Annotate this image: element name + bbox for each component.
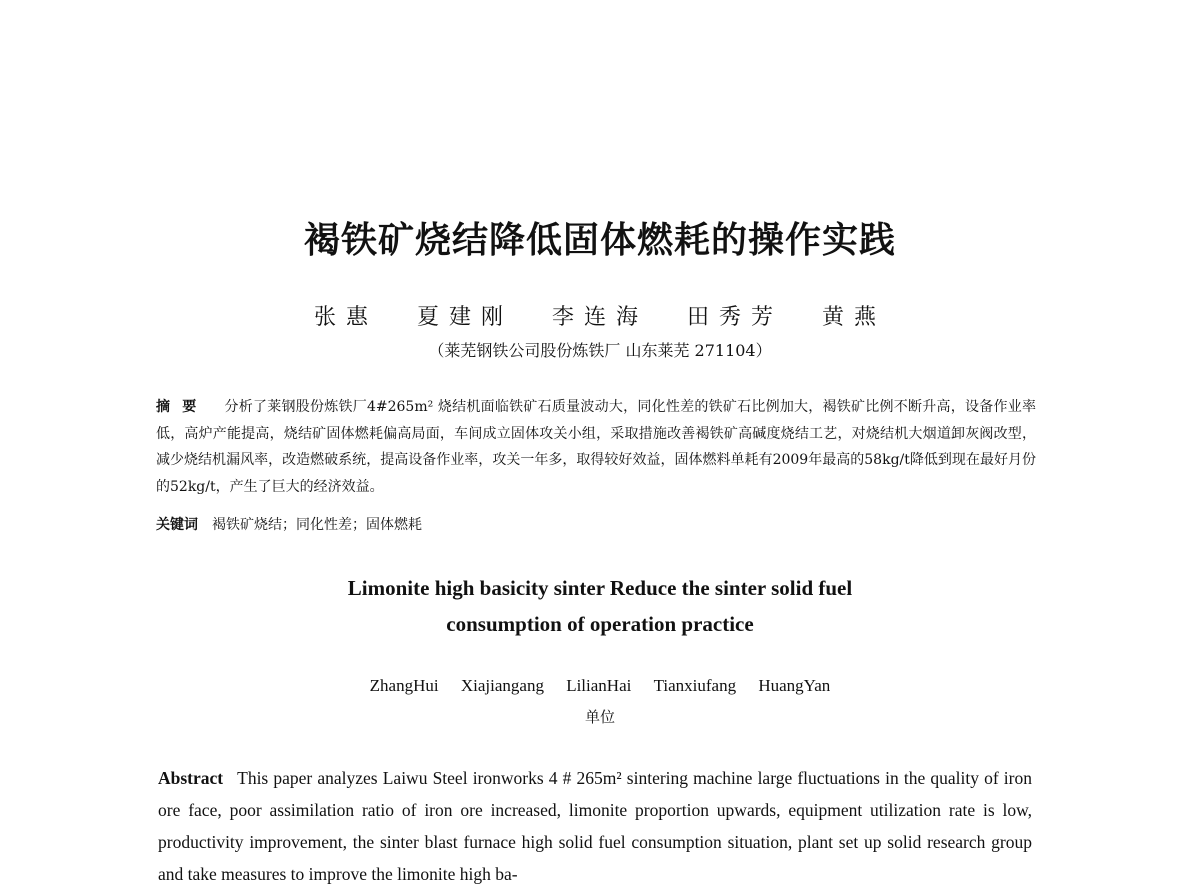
- chinese-author: 黄燕: [822, 305, 887, 330]
- chinese-author: 李连海: [551, 305, 648, 330]
- english-author: ZhangHui: [369, 676, 439, 695]
- english-author: Xiajiangang: [460, 676, 544, 695]
- english-author: LilianHai: [566, 676, 632, 695]
- chinese-author: 田秀芳: [687, 305, 784, 330]
- chinese-title: 褐铁矿烧结降低固体燃耗的操作实践: [303, 220, 896, 261]
- chinese-keywords-text: 褐铁矿烧结；同化性差；固体燃耗: [212, 517, 422, 533]
- chinese-authors: [0, 300, 1200, 331]
- chinese-author: 夏建刚: [416, 305, 513, 330]
- english-abstract-text: This paper analyzes Laiwu Steel ironworks 4 # 265m² sintering machine large fluctuations in the quality of iron ore face, poor assimilation ratio of iron ore increased, limonite proportion upwards, equipment utilization rate is low, productivity improvement, the sinter blast furnace high solid fuel consumption situation, plant set up solid research group and take measures to improve the limonite high ba-: [158, 768, 1032, 884]
- english-authors: [0, 676, 1200, 696]
- english-title: [0, 570, 1200, 642]
- english-author: HuangYan: [758, 676, 831, 695]
- english-title-line: consumption of operation practice: [446, 612, 754, 636]
- english-title-line: Limonite high basicity sinter Reduce the sinter solid fuel: [347, 576, 853, 600]
- chinese-abstract-text: 分析了莱钢股份炼铁厂4#265m² 烧结机面临铁矿石质量波动大，同化性差的铁矿石比例加大，褐铁矿比例不断升高，设备作业率低，高炉产能提高，烧结矿固体燃耗偏高局面，车间成立固体攻关小组，采取措施改善褐铁矿高碱度烧结工艺，对烧结机大烟道卸灰阀改型，减少烧结机漏风率，改造燃破系统，提高设备作业率，攻关一年多，取得较好效益，固体燃料单耗有2009年最高的58kg/t降低到现在最好月份的52kg/t，产生了巨大的经济效益。: [156, 399, 1036, 495]
- english-abstract-label: Abstract: [158, 768, 224, 788]
- english-unit: 单位: [584, 708, 615, 726]
- chinese-keywords: [156, 514, 1036, 534]
- chinese-author: 张惠: [313, 305, 378, 330]
- chinese-abstract-label: 摘要: [156, 399, 209, 415]
- english-abstract: [158, 762, 1032, 890]
- english-author: Tianxiufang: [653, 676, 737, 695]
- chinese-affiliation: （莱芜钢铁公司股份炼铁厂 山东莱芜 271104）: [428, 341, 772, 360]
- chinese-keywords-label: 关键词: [156, 517, 198, 533]
- chinese-abstract: [156, 394, 1036, 500]
